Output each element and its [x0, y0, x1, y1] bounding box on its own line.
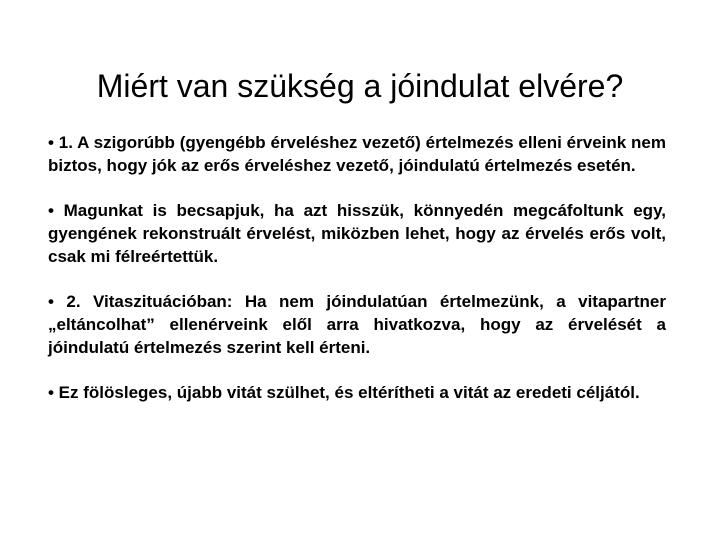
bullet-list: [48, 131, 666, 404]
bullet-item-1: • 1. A szigorúbb (gyengébb érveléshez vezető) értelmezés elleni érveink nem biztos, hogy jók az erős érveléshez vezető, jóindulatú értelmezés esetén.: [48, 133, 666, 175]
bullet-item-3: • 2. Vitaszituációban: Ha nem jóindulatúan értelmezünk, a vitapartner „eltáncolhat” ellenérveink elől arra hivatkozva, hogy az érvelését a jóindulatú értelmezés szerint kell érteni.: [48, 292, 666, 357]
bullet-item-4: • Ez fölösleges, újabb vitát szülhet, és eltérítheti a vitát az eredeti céljától.: [48, 383, 640, 402]
slide-title: Miért van szükség a jóindulat elvére?: [96, 68, 624, 104]
bullet-item-2: • Magunkat is becsapjuk, ha azt hisszük, könnyedén megcáfoltunk egy, gyengének rekonstruált érvelést, miközben lehet, hogy az érvelés erős volt, csak mi félreértettük.: [48, 201, 666, 266]
